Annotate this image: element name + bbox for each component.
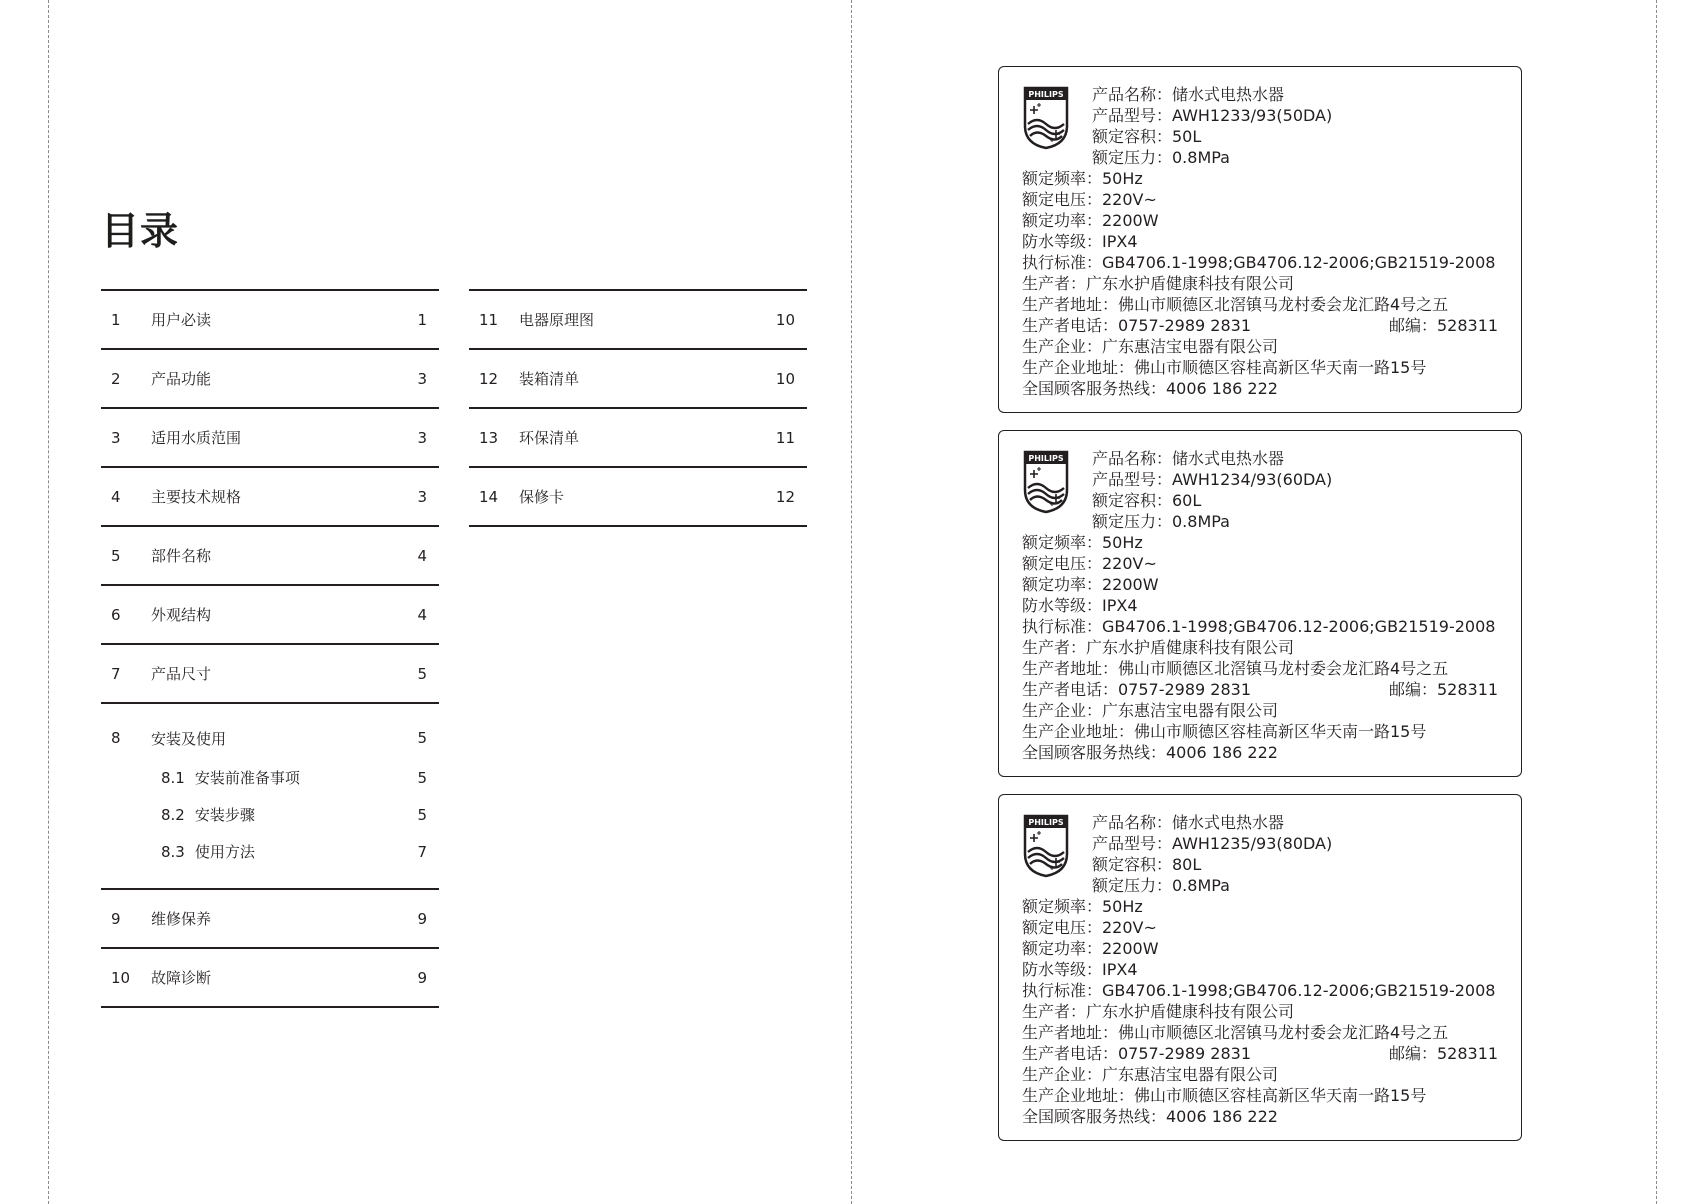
toc-entry[interactable] bbox=[101, 291, 439, 350]
philips-shield-logo-icon bbox=[1022, 814, 1070, 878]
nameplate-label bbox=[998, 430, 1522, 777]
brand-text: PHILIPS bbox=[1028, 454, 1064, 463]
toc-number: 1 bbox=[111, 310, 121, 329]
brand-text: PHILIPS bbox=[1028, 818, 1064, 827]
rated-capacity: 额定容积：60L bbox=[1092, 491, 1202, 510]
product-model: 产品型号：AWH1235/93(80DA) bbox=[1092, 834, 1333, 853]
toc-entry[interactable] bbox=[101, 890, 439, 949]
left-fold-line bbox=[48, 0, 49, 1204]
waterproof-grade: 防水等级：IPX4 bbox=[1022, 596, 1138, 615]
standards: 执行标准：GB4706.1-1998;GB4706.12-2006;GB21519-2008 bbox=[1022, 617, 1496, 636]
label-head-fields bbox=[1092, 448, 1332, 532]
service-hotline: 全国顾客服务热线：4006 186 222 bbox=[1022, 1107, 1278, 1126]
product-name: 产品名称：储水式电热水器 bbox=[1092, 813, 1285, 832]
toc-sub-number: 8.1 bbox=[161, 768, 185, 787]
producer-address: 生产者地址：佛山市顺德区北滘镇马龙村委会龙汇路4号之五 bbox=[1022, 659, 1449, 678]
postcode: 邮编：528311 bbox=[1389, 1044, 1499, 1063]
toc-sub-label: 安装前准备事项 bbox=[194, 769, 300, 787]
toc-label: 环保清单 bbox=[519, 429, 580, 447]
toc-left-column bbox=[101, 289, 439, 1008]
toc-number: 3 bbox=[111, 428, 121, 447]
toc-page: 1 bbox=[417, 310, 427, 329]
rated-power: 额定功率：2200W bbox=[1022, 939, 1159, 958]
toc-number: 8 bbox=[111, 729, 121, 747]
toc-number: 4 bbox=[111, 487, 121, 506]
rated-frequency: 额定频率：50Hz bbox=[1022, 169, 1143, 188]
waterproof-grade: 防水等级：IPX4 bbox=[1022, 232, 1138, 251]
rated-voltage: 额定电压：220V~ bbox=[1022, 918, 1157, 937]
center-fold-line bbox=[851, 0, 852, 1204]
rated-pressure: 额定压力：0.8MPa bbox=[1092, 148, 1230, 167]
service-hotline: 全国顾客服务热线：4006 186 222 bbox=[1022, 743, 1278, 762]
label-head-fields bbox=[1092, 84, 1332, 168]
postcode: 邮编：528311 bbox=[1389, 680, 1499, 699]
rated-capacity: 额定容积：50L bbox=[1092, 127, 1202, 146]
manufacturer: 生产企业：广东惠洁宝电器有限公司 bbox=[1022, 1065, 1279, 1084]
toc-title: 目录 bbox=[101, 209, 180, 253]
waterproof-grade: 防水等级：IPX4 bbox=[1022, 960, 1138, 979]
toc-entry-with-subsections[interactable] bbox=[101, 704, 439, 890]
product-model: 产品型号：AWH1233/93(50DA) bbox=[1092, 106, 1333, 125]
toc-page: 5 bbox=[417, 664, 427, 683]
nameplate-label bbox=[998, 794, 1522, 1141]
toc-sub-page: 5 bbox=[417, 805, 427, 824]
toc-number: 11 bbox=[479, 310, 499, 329]
toc-page: 9 bbox=[417, 968, 427, 987]
toc-subentry[interactable] bbox=[101, 759, 439, 796]
producer-phone-row bbox=[1022, 1043, 1521, 1064]
standards: 执行标准：GB4706.1-1998;GB4706.12-2006;GB21519-2008 bbox=[1022, 253, 1496, 272]
toc-right-column bbox=[469, 289, 807, 527]
rated-power: 额定功率：2200W bbox=[1022, 575, 1159, 594]
toc-label: 维修保养 bbox=[151, 910, 212, 928]
toc-subentry[interactable] bbox=[101, 833, 439, 870]
toc-entry[interactable] bbox=[469, 468, 807, 527]
toc-label: 适用水质范围 bbox=[151, 429, 242, 447]
rated-power: 额定功率：2200W bbox=[1022, 211, 1159, 230]
producer-address: 生产者地址：佛山市顺德区北滘镇马龙村委会龙汇路4号之五 bbox=[1022, 295, 1449, 314]
toc-number: 14 bbox=[479, 487, 499, 506]
producer: 生产者：广东水护盾健康科技有限公司 bbox=[1022, 1002, 1295, 1021]
philips-shield-logo-icon bbox=[1022, 86, 1070, 150]
toc-entry[interactable] bbox=[469, 409, 807, 468]
rated-pressure: 额定压力：0.8MPa bbox=[1092, 512, 1230, 531]
toc-sub-label: 安装步骤 bbox=[194, 806, 255, 824]
toc-number: 5 bbox=[111, 546, 121, 565]
rated-voltage: 额定电压：220V~ bbox=[1022, 190, 1157, 209]
toc-subsection-list bbox=[101, 759, 439, 888]
toc-entry[interactable] bbox=[101, 468, 439, 527]
postcode: 邮编：528311 bbox=[1389, 316, 1499, 335]
manufacturer: 生产企业：广东惠洁宝电器有限公司 bbox=[1022, 337, 1279, 356]
toc-page: 4 bbox=[417, 546, 427, 565]
manufacturer-address: 生产企业地址：佛山市顺德区容桂高新区华天南一路15号 bbox=[1022, 722, 1427, 741]
manufacturer-address: 生产企业地址：佛山市顺德区容桂高新区华天南一路15号 bbox=[1022, 358, 1427, 377]
toc-label: 安装及使用 bbox=[151, 729, 227, 748]
toc-number: 9 bbox=[111, 909, 121, 928]
toc-label: 故障诊断 bbox=[151, 969, 212, 987]
product-name: 产品名称：储水式电热水器 bbox=[1092, 85, 1285, 104]
producer-phone: 生产者电话：0757-2989 2831 bbox=[1022, 316, 1252, 335]
toc-page: 4 bbox=[417, 605, 427, 624]
toc-page: 3 bbox=[417, 487, 427, 506]
toc-entry[interactable] bbox=[101, 350, 439, 409]
toc-page: 3 bbox=[417, 428, 427, 447]
toc-entry[interactable] bbox=[469, 291, 807, 350]
producer-phone: 生产者电话：0757-2989 2831 bbox=[1022, 680, 1252, 699]
rated-voltage: 额定电压：220V~ bbox=[1022, 554, 1157, 573]
toc-entry[interactable] bbox=[101, 527, 439, 586]
standards: 执行标准：GB4706.1-1998;GB4706.12-2006;GB21519-2008 bbox=[1022, 981, 1496, 1000]
toc-entry[interactable] bbox=[469, 350, 807, 409]
rated-frequency: 额定频率：50Hz bbox=[1022, 897, 1143, 916]
manufacturer: 生产企业：广东惠洁宝电器有限公司 bbox=[1022, 701, 1279, 720]
toc-page: 3 bbox=[417, 369, 427, 388]
toc-label: 保修卡 bbox=[519, 488, 565, 506]
brand-text: PHILIPS bbox=[1028, 90, 1064, 99]
toc-entry[interactable] bbox=[101, 409, 439, 468]
product-name: 产品名称：储水式电热水器 bbox=[1092, 449, 1285, 468]
toc-entry[interactable] bbox=[101, 586, 439, 645]
toc-sub-page: 5 bbox=[417, 768, 427, 787]
producer: 生产者：广东水护盾健康科技有限公司 bbox=[1022, 638, 1295, 657]
manufacturer-address: 生产企业地址：佛山市顺德区容桂高新区华天南一路15号 bbox=[1022, 1086, 1427, 1105]
toc-number: 10 bbox=[111, 968, 131, 987]
toc-page: 9 bbox=[417, 909, 427, 928]
toc-page: 5 bbox=[417, 729, 427, 747]
rated-pressure: 额定压力：0.8MPa bbox=[1092, 876, 1230, 895]
toc-page: 10 bbox=[775, 310, 795, 329]
toc-number: 2 bbox=[111, 369, 121, 388]
toc-page: 10 bbox=[775, 369, 795, 388]
toc-entry[interactable] bbox=[101, 949, 439, 1008]
toc-number: 6 bbox=[111, 605, 121, 624]
toc-label: 用户必读 bbox=[151, 311, 212, 329]
toc-label: 装箱清单 bbox=[519, 370, 580, 388]
producer: 生产者：广东水护盾健康科技有限公司 bbox=[1022, 274, 1295, 293]
producer-address: 生产者地址：佛山市顺德区北滘镇马龙村委会龙汇路4号之五 bbox=[1022, 1023, 1449, 1042]
toc-label: 电器原理图 bbox=[519, 311, 595, 329]
toc-sub-number: 8.3 bbox=[161, 842, 185, 861]
toc-page: 12 bbox=[775, 487, 795, 506]
producer-phone-row bbox=[1022, 679, 1521, 700]
service-hotline: 全国顾客服务热线：4006 186 222 bbox=[1022, 379, 1278, 398]
toc-label: 部件名称 bbox=[151, 547, 212, 565]
toc-sub-number: 8.2 bbox=[161, 805, 185, 824]
toc-label: 产品尺寸 bbox=[151, 665, 212, 683]
toc-number: 13 bbox=[479, 428, 499, 447]
producer-phone-row bbox=[1022, 315, 1521, 336]
toc-number: 7 bbox=[111, 664, 121, 683]
rated-frequency: 额定频率：50Hz bbox=[1022, 533, 1143, 552]
toc-entry[interactable] bbox=[101, 645, 439, 704]
label-head-fields bbox=[1092, 812, 1332, 896]
toc-label: 产品功能 bbox=[151, 370, 212, 388]
rated-capacity: 额定容积：80L bbox=[1092, 855, 1202, 874]
toc-sub-label: 使用方法 bbox=[194, 843, 255, 861]
toc-page: 11 bbox=[775, 428, 795, 447]
product-model: 产品型号：AWH1234/93(60DA) bbox=[1092, 470, 1333, 489]
toc-label: 主要技术规格 bbox=[151, 488, 242, 506]
nameplate-label bbox=[998, 66, 1522, 413]
toc-sub-page: 7 bbox=[417, 842, 427, 861]
toc-number: 12 bbox=[479, 369, 499, 388]
toc-subentry[interactable] bbox=[101, 796, 439, 833]
philips-shield-logo-icon bbox=[1022, 450, 1070, 514]
right-fold-line bbox=[1656, 0, 1657, 1204]
producer-phone: 生产者电话：0757-2989 2831 bbox=[1022, 1044, 1252, 1063]
toc-label: 外观结构 bbox=[151, 606, 212, 624]
